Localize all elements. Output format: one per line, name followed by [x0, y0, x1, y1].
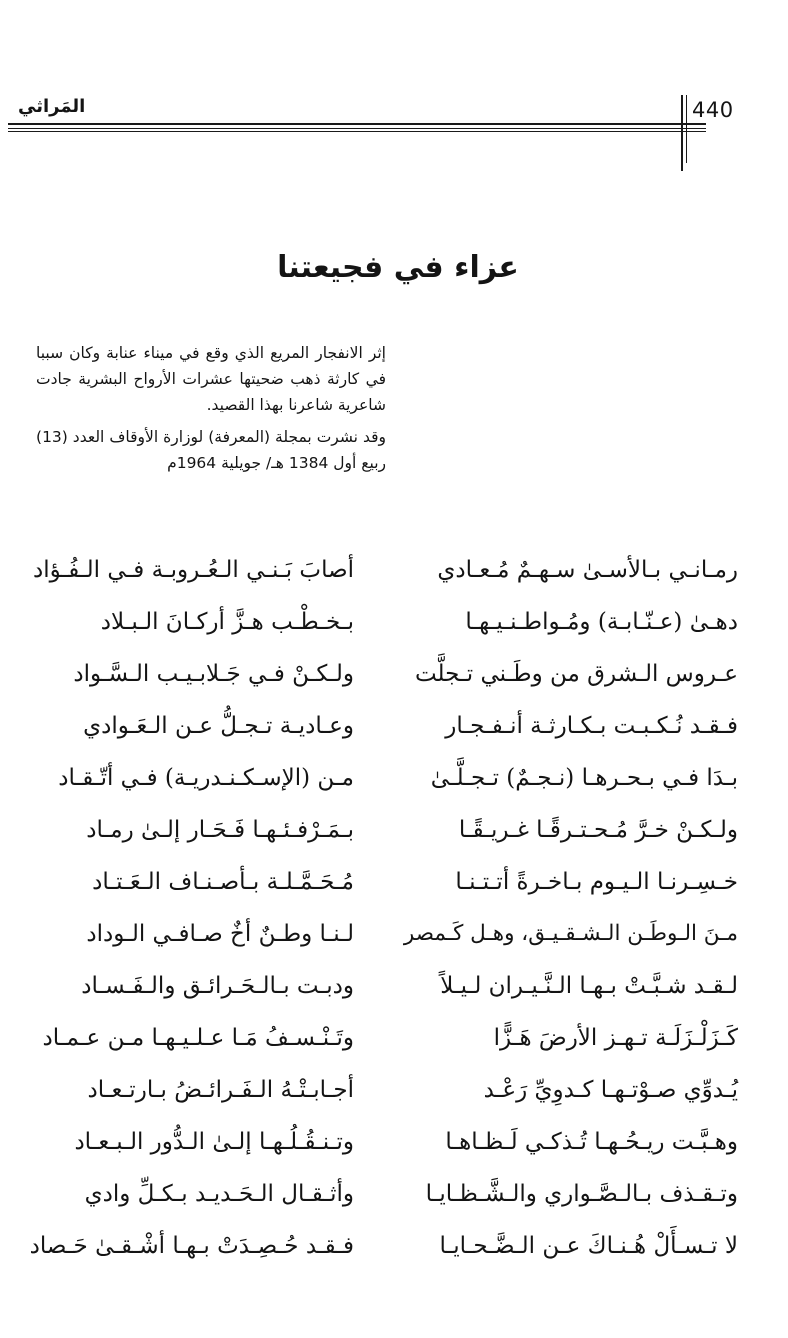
verse-second-hemistich: مُـحَـمَّـلـة بـأصـنـاف الـعَـتـاد	[92, 869, 354, 895]
running-head: المَراثي	[18, 96, 86, 117]
verse-first-hemistich: خـسِـرنـا الـيـوم بـاخـرةً أتـتـنـا	[455, 869, 738, 895]
page-number: 440	[692, 98, 734, 122]
poem-title: عزاء في فجيعتنا	[277, 250, 519, 285]
verse-first-hemistich: عـروس الـشرق من وطَـني تـجلَّت	[414, 661, 738, 687]
verse-second-hemistich: أصابَ بَـنـي الـعُـروبـة فـي الـفُـؤاد	[33, 557, 354, 583]
verse-first-hemistich: ولـكـنْ خـرَّ مُـحـتـرقًـا غـريـقًـا	[458, 817, 738, 843]
verse-first-hemistich: وتـقـذف بـالـصَّـواري والـشَّـظـايـا	[425, 1181, 738, 1207]
intro-paragraph: إثر الانفجار المريع الذي وقع في ميناء عنابة وكان سببا في كارثة ذهب ضحيتها عشرات الأرواح البشرية جادت شاعرية شاعرنا بهذا القصيد.	[36, 344, 386, 414]
verse-first-hemistich: كَـزَلْـزَلَـة تـهـز الأرضَ هَـزًّا	[493, 1025, 738, 1051]
verse-second-hemistich: بـخـطْـب هـزَّ أركـانَ الـبـلاد	[100, 609, 354, 635]
verse-second-hemistich: وتـنـقُـلُـهـا إلـىٰ الـدُّور الـبـعـاد	[74, 1129, 354, 1155]
verse-second-hemistich: أجـابـتْـهُ الـفَـرائـضُ بـارتـعـاد	[87, 1077, 354, 1103]
verse-first-hemistich: وهـبَّـت ريـحُـهـا تُـذكـي لَـظـاهـا	[445, 1129, 738, 1155]
intro-publication-note: وقد نشرت بمجلة (المعرفة) لوزارة الأوقاف العدد (13) ربيع أول 1384 هـ/ جويلية 1964م	[36, 428, 386, 472]
verse-second-hemistich: فـقـد حُـصِـدَتْ بـهـا أشْـقـىٰ حَـصاد	[29, 1233, 354, 1259]
verse-second-hemistich: لـنـا وطـنٌ أخٌ صـافـي الـوداد	[86, 921, 354, 947]
verse-second-hemistich: مـن (الإسـكـنـدريـة) فـي أتّـقـاد	[58, 765, 354, 791]
verse-second-hemistich: وعـاديـة تـجـلُّ عـن الـعَـوادي	[83, 713, 354, 739]
verse-first-hemistich: مـنَ الـوطَـن الـشـقـيـق، وهـل كَـمصر	[403, 921, 738, 946]
verse-second-hemistich: ودبـت بـالـحَـرائـق والـفَـسـاد	[81, 973, 354, 999]
verse-first-hemistich: فـقـد نُـكـبـت بـكـارثـة أنـفـجـار	[445, 713, 738, 739]
verse-first-hemistich: لا تـسـأَلْ هُـنـاكَ عـن الـضَّـحـايـا	[439, 1233, 738, 1259]
verse-second-hemistich: ولـكـنْ فـي جَـلابـيـب الـسَّـواد	[73, 661, 354, 687]
verse-first-hemistich: دهـىٰ (عـنّـابـة) ومُـواطـنـيـهـا	[465, 609, 738, 635]
verse-first-hemistich: رمـانـي بـالأسـىٰ سـهـمٌ مُـعـادي	[437, 557, 738, 583]
verse-first-hemistich: بـدَا فـي بـحـرهـا (نـجـمٌ) تـجـلَّـىٰ	[430, 765, 738, 791]
verse-first-hemistich: لـقـد شـبَّـتْ بـهـا الـنَّـيـران لـيـلاً	[440, 973, 738, 999]
verse-second-hemistich: وأثـقـال الـحَـديـد بـكـلِّ وادي	[84, 1181, 354, 1207]
verse-second-hemistich: وتَـنْـسـفُ مَـا عـلـيـهـا مـن عـمـاد	[42, 1025, 354, 1051]
verse-first-hemistich: يُـدوِّي صـوْتـهـا كـدوِيِّ رَعْـد	[483, 1077, 738, 1103]
verse-second-hemistich: بـمَـرْفـئـهـا فَـحَـار إلـىٰ رمـاد	[86, 817, 354, 843]
